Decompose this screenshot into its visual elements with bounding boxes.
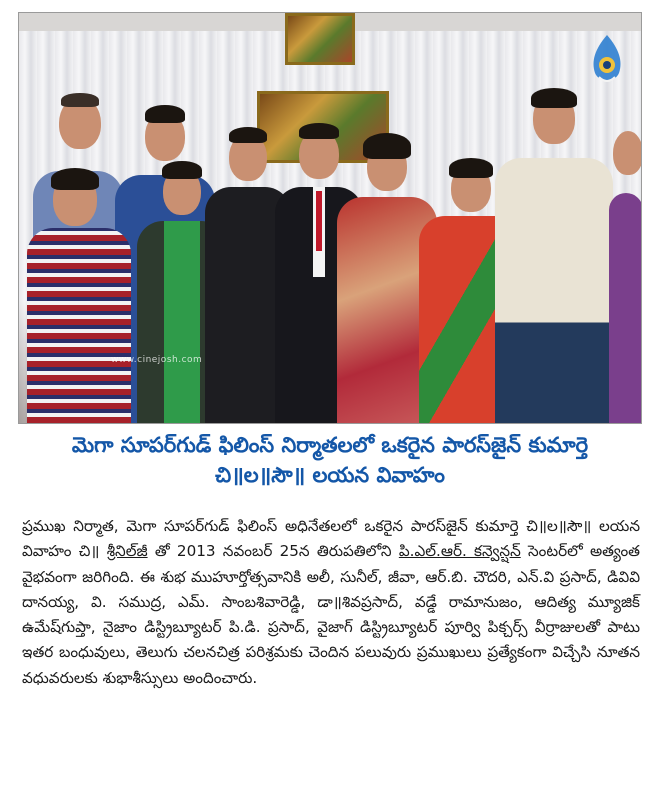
article-text-part-3: సెంటర్‌లో అత్యంత వైభవంగా జరిగింది. ఈ శుభ ముహూర్తోత్సవానికి అలీ, సునీల్, జీవా, ఆర్.బి. చౌదరి, ఎన్.వి ప్రసాద్, డివివి దానయ్య, వి. సముద్ర, ఎమ్. సాంబశివారెడ్డి, డా॥శివప్రసాద్, వడ్డే రామానుజం, ఆదిత్య మ్యూజిక్ ఉమేష్‌గుప్తా, నైజాం డిస్ట్రిబ్యూటర్ పి.డి. ప్రసాద్, వైజాగ్ డిస్ట్రిబ్యూటర్ పూర్వి పిక్చర్స్ వీర్రాజులతో పాటు ఇతర బంధువులు, తెలుగు చలనచిత్ర పరిశ్రమకు చెందిన పలువురు ప్రముఖులు ప్రత్యేకంగా విచ్చేసి నూతన వధువరులకు శుభాశీస్సులు అందించారు.: [22, 542, 640, 687]
article-text-part-2: తో 2013 నవంబర్ 25న తిరుపతిలోని: [147, 542, 399, 561]
article-text-part-1: ప్రముఖ నిర్మాత, మెగా సూపర్‌గుడ్ ఫిలింస్ అధినేతలలో ఒకరైన పారస్‌జైన్ కుమార్తె చి॥ల॥సౌ॥ లయన వివాహం చి॥: [22, 517, 640, 561]
person-right-woman: [609, 123, 642, 423]
person-vest-man: [495, 88, 613, 423]
person-boy-check: [23, 168, 133, 423]
article-headline: [0, 430, 660, 490]
headline-line-1: మెగా సూపర్‌గుడ్ ఫిలింస్ నిర్మాతలలో ఒకరైన పారస్‌జైన్ కుమార్తె: [71, 433, 589, 457]
wedding-photo: [18, 12, 642, 424]
article-body: [22, 514, 640, 691]
painting-top: [285, 13, 355, 65]
link-srinilji[interactable]: శ్రీనిల్‌జీ: [106, 542, 148, 561]
headline-line-2: చి॥ల॥సౌ॥ లయన వివాహం: [215, 463, 445, 487]
photo-watermark: www.cinejosh.com: [111, 355, 203, 365]
link-plr-convention[interactable]: పి.ఎల్.ఆర్. కన్వెన్షన్: [398, 542, 521, 561]
peacock-logo-icon: [579, 31, 635, 87]
